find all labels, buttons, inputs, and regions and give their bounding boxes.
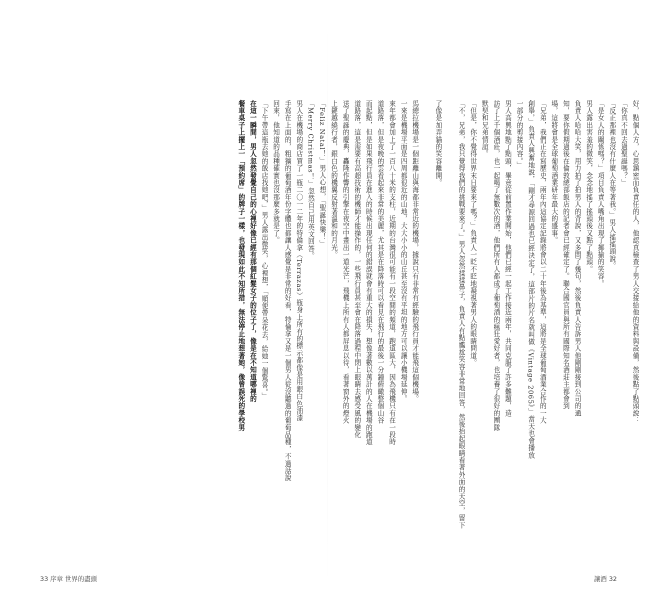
text-line: 知，要你假期過後在倫敦總部飯店的記者會已經確定了。聯合國官員與所有國際知名酒莊主都會到 [561, 100, 570, 410]
text-line: 送了聖誕的慶典，轟隆作響的引擎在夜空中畫出一道光芒，飛機上所有人都屏息以待，看著窗外的燈火 [341, 100, 350, 424]
text-line: 「兄弟，我們正在寫歷史，兩年內這協定記錄將會以二十年後為基準，這將是全球葡萄酒業合作的一大 [538, 100, 547, 424]
text-line: 好，點個人方，心思鎮密而負責任的人，他認真檢查了男人交接給他的資料與設備，然後點了點頭說： [631, 100, 639, 424]
text-line: 「不，兄弟，我只覺得我們的挑戰要來了。」男人忽然揉揉鼻子，負責人有點尷尬笑容非常地回答，然後抬起眼睛看著外面的天空，留下 [457, 100, 466, 529]
text-line: 「Merry Christmas！」忽然自己用英文回答。 [306, 100, 315, 260]
text-line: 訪了上千個酒莊，也一起喝了無數次的酒，他們所有人都成了葡萄酒的瘋狂愛好者，也培養了很好的團隊 [491, 100, 500, 432]
right-page-footer: 讓酒 32 [594, 575, 617, 583]
text-line: 上鍵越繞行者，銀白色的機翼反射著溫和的月光。 [329, 100, 338, 259]
text-line: 男人在機場的商店買了一瓶二〇一二年的特倫拿（Terrazas）瓶身上所有的標示都像是用銀白色油漆 [294, 100, 303, 422]
text-line [420, 100, 432, 548]
left-page-footer: 33 序章 世界的盡頭 [40, 575, 97, 583]
text-line: 餐車桌子上擺上一「預約席」的牌子一樣，也發現如此不知所措，無法停止地想著她，像曾誤死的學校男 [236, 100, 245, 432]
text-line: 了像是加弄貓的笑容離開。 [433, 100, 442, 187]
text-line: 「反正那裡也沒有什麼人在等著我。」男人搖搖頭說。 [607, 100, 616, 270]
text-line: 而起點，但是如果飛行員在進入的時候出現任何的錯誤就會有重大的損失，想像著數以萬計的人在機場的跑道 [364, 100, 373, 446]
text-line: 來年都會加上了一百八十米的支柱，近期的台灣很可能有一段空間的頻道，跑道區大，因為飛機只有在一段時 [387, 100, 396, 446]
text-line: 回來，他知道的品種確實也沒那麼多就是了。 [271, 100, 280, 244]
text-line: 「你真不回去過聖誕嗎？」 [619, 100, 628, 187]
text-line: 在這一瞬間，男人忽然發覺自己的心裡好像已經有那個紅髮女子的位子了，像是在不知道哪裡的 [248, 100, 257, 403]
text-line: 場，這將會是全球葡萄酒業研年最大的盛事。 [549, 100, 558, 244]
text-line: 道路落，這是需要有高超技術的機師才能操作的，一些飛行員甚至會在降落過程中閉上眼睛去感受風的變化 [352, 100, 361, 439]
text-line: 一來是機場平面是四周都很近的山地，大大小小的山丘甚至沒有平坦的地方可以讓小機場延伸。 [399, 100, 408, 403]
text-line: 馬總拉機場是一個距離山與海都非常近的機場，據說只有非常有經驗的飛行員才能飛這個機場。 [410, 100, 419, 403]
text-line: 默契和兄弟情誼。 [480, 100, 489, 158]
text-line: 「下午帶這瓶去她的飯店找她吧，」男人露出微笑，心裡想，「順便帶朵花去，給她一個驚喜。」 [260, 100, 268, 400]
text-line: 男人高興地點了點頭，畢竟從前置作業開始，他們已經一起工作接近兩年，共同克服了許多難題，造 [503, 100, 512, 417]
text-line: 道路落，但是夜晚的雲看起來非常的美麗，尤其是在降落時可以看見在飛行的最後一分鐘俯瞰整個山谷 [375, 100, 384, 424]
text-line: 負責人哈哈大笑，用力拍了拍男人的背說，又多問了幾句，然後負責人告訴男人他剛剛接到公司的通 [573, 100, 582, 417]
text-line [443, 100, 455, 548]
text-line: 「Feliz Natal！」男人心想，「聖誕快樂！」 [317, 100, 326, 248]
text-line: 手寫在上面的，粗獷的葡萄酒年份字體也都讓人感覺是非常的好看，特倫拿又是一個男人從沒聽過的葡萄品種，不過話說 [283, 100, 292, 482]
text-line: 「是女人的關係嗎？」項目負責人嘴角出現了揶揄的笑容。 [596, 100, 605, 288]
right-page-text [236, 100, 640, 548]
text-line: 男人露出害羞的微笑，念念地搖了搖頭後又點了點頭。 [584, 100, 593, 273]
text-line: 一部分的剪接內容。」 [515, 100, 524, 169]
text-line: 「但是，你不覺得世界末日要來了嗎？」負責人一眨不眨地凝視著男人的眼睛問道。 [468, 100, 477, 367]
text-line: 創舉，」負責人興奮地說，「剛才尋源回過也已經決定了，這部片的片名就叫做《Vintage 2065》」當天也會播放 [526, 100, 535, 459]
